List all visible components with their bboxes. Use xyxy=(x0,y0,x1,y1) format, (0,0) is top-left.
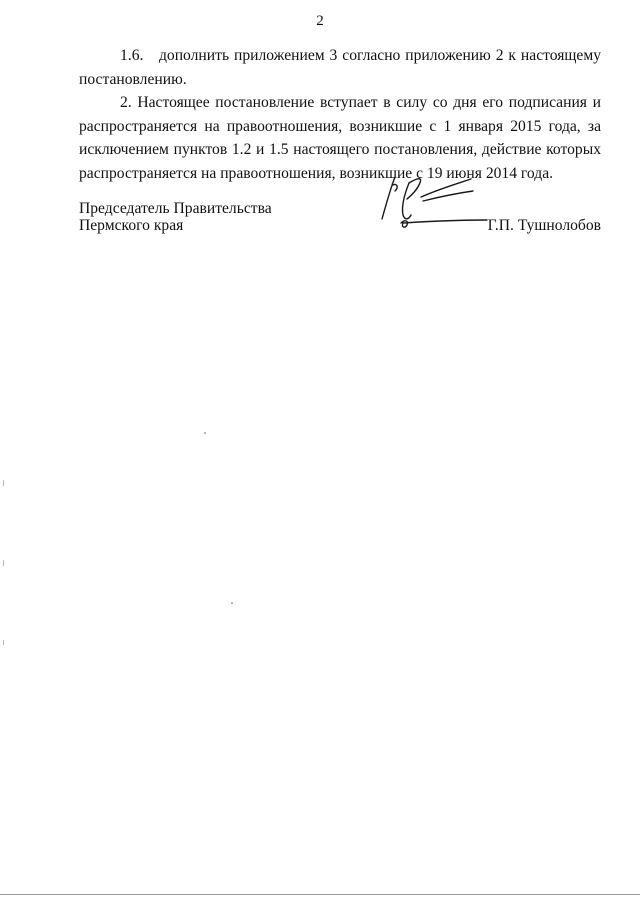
signer-title xyxy=(79,200,272,234)
scan-bottom-edge xyxy=(0,894,640,895)
scan-speck xyxy=(3,640,4,645)
scan-speck xyxy=(204,432,206,434)
signer-name: Г.П. Тушнолобов xyxy=(487,217,601,234)
signer-title-line-1: Председатель Правительства xyxy=(79,200,272,217)
page-number: 2 xyxy=(316,13,324,29)
handwritten-signature xyxy=(379,175,499,235)
scan-speck xyxy=(231,602,233,604)
paragraph-1-6: 1.6. дополнить приложением 3 согласно приложению 2 к настоящему постановлению. xyxy=(79,47,601,88)
paragraph-2: 2. Настоящее постановление вступает в силу со дня его подписания и распространяется на правоотношения, возникшие с 1 января 2015 года, за исключением пунктов 1.2 и 1.5 настоящего постановления, действие которых распространяется на правоотношения, возникшие с 19 июня 2014 года. xyxy=(79,94,601,182)
signature-block xyxy=(79,200,601,245)
body-text xyxy=(79,44,601,185)
scan-speck xyxy=(3,560,4,566)
scan-speck xyxy=(3,480,4,486)
signer-title-line-2: Пермского края xyxy=(79,217,184,234)
